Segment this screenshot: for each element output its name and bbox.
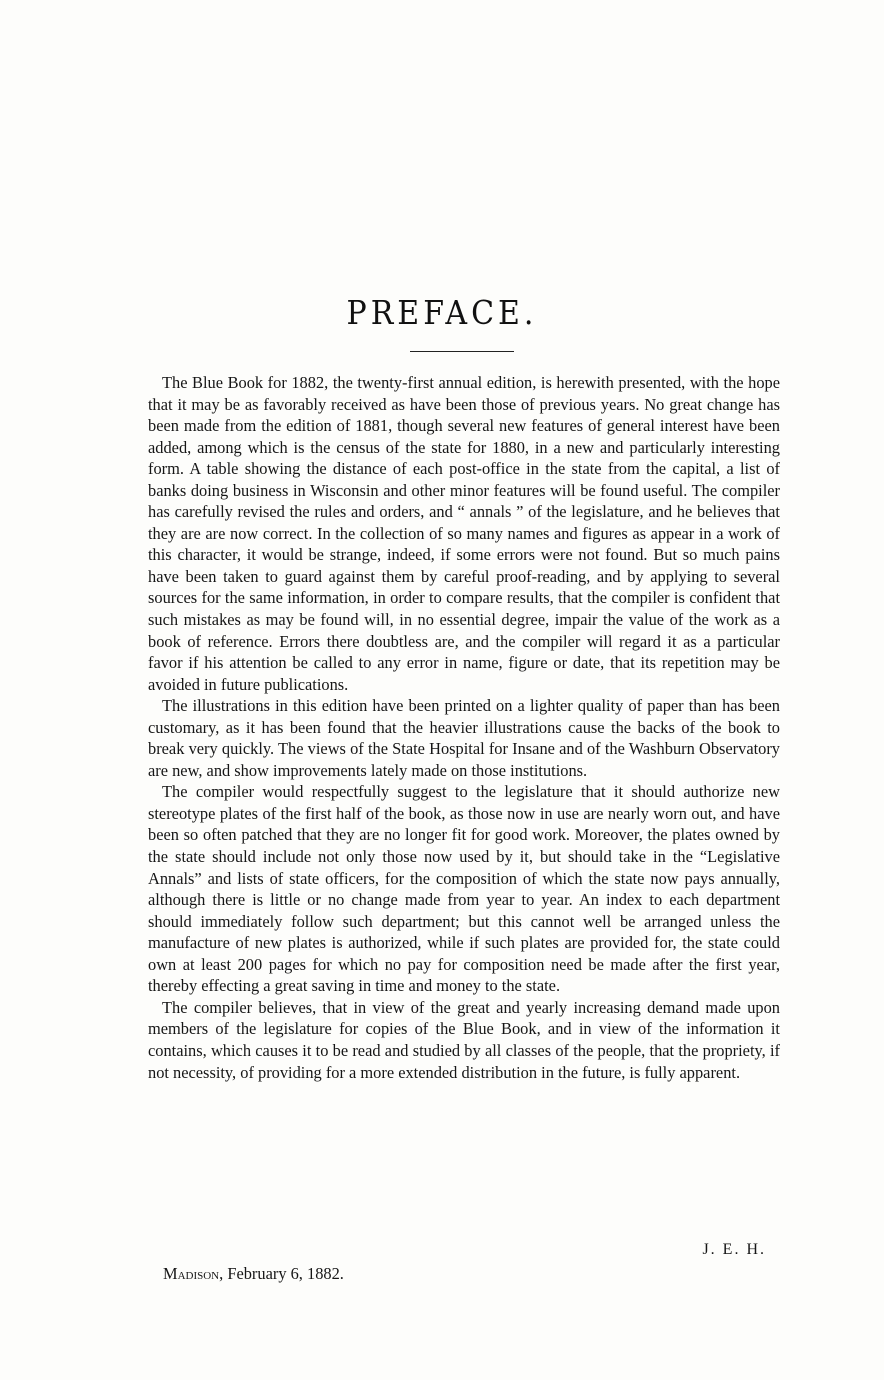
paragraph-3: The compiler would respectfully suggest to the legislature that it should authorize new stereotype plates of the first half of the book, as those now in use are nearly worn out, and have been so often patched that they are no longer fit for good work. Moreover, the plates owned by the state should include not only those now used by it, but should take in the “Legislative Annals” and lists of state officers, for the composition of which the state now pays annually, although there is little or no change made from year to year. An index to each department should immediately follow such department; but this cannot well be arranged unless the manufacture of new plates is authorized, while if such plates are provided for, the state could own at least 200 pages for which no pay for composition need be made after the first year, thereby effecting a great saving in time and money to the state. — [148, 782, 780, 996]
dateline — [163, 1264, 344, 1284]
paragraph-1: The Blue Book for 1882, the twenty-first annual edition, is herewith presented, with the hope that it may be as favorably received as have been those of previous years. No great change has been made from the edition of 1881, though several new features of general interest have been added, among which is the census of the state for 1880, in a new and particularly interesting form. A table showing the distance of each post-office in the state from the capital, a list of banks doing business in Wisconsin and other minor features will be found useful. The compiler has carefully revised the rules and orders, and “ annals ” of the legislature, and he believes that they are are now correct. In the collection of so many names and figures as appear in a work of this character, it would be strange, indeed, if some errors were not found. But so much pains have been taken to guard against them by careful proof-reading, and by applying to several sources for the same information, in order to compare results, that the compiler is confident that such mistakes as may be found will, in no essential degree, impair the value of the work as a book of reference. Errors there doubtless are, and the compiler will regard it as a particular favor if his attention be called to any error in name, figure or date, that its repetition may be avoided in future publications. — [148, 373, 780, 694]
dateline-place: Madison, — [163, 1264, 224, 1283]
paragraph-4: The compiler believes, that in view of the great and yearly increasing demand made upon members of the legislature for copies of the Blue Book, and in view of the information it contains, which causes it to be read and studied by all classes of the people, that the propriety, if not necessity, of providing for a more extended distribution in the future, is fully apparent. — [148, 997, 780, 1082]
author-initials: J. E. H. — [702, 1241, 766, 1258]
title-rule — [410, 351, 514, 352]
preface-body — [148, 372, 780, 1083]
page-title: PREFACE. — [346, 294, 538, 333]
paragraph-2: The illustrations in this edition have been printed on a lighter quality of paper than has been customary, as it has been found that the heavier illustrations cause the backs of the book to break very quickly. The views of the State Hospital for Insane and of the Washburn Observatory are new, and show improvements lately made on those institutions. — [148, 696, 780, 780]
dateline-date: February 6, 1882. — [227, 1264, 344, 1283]
